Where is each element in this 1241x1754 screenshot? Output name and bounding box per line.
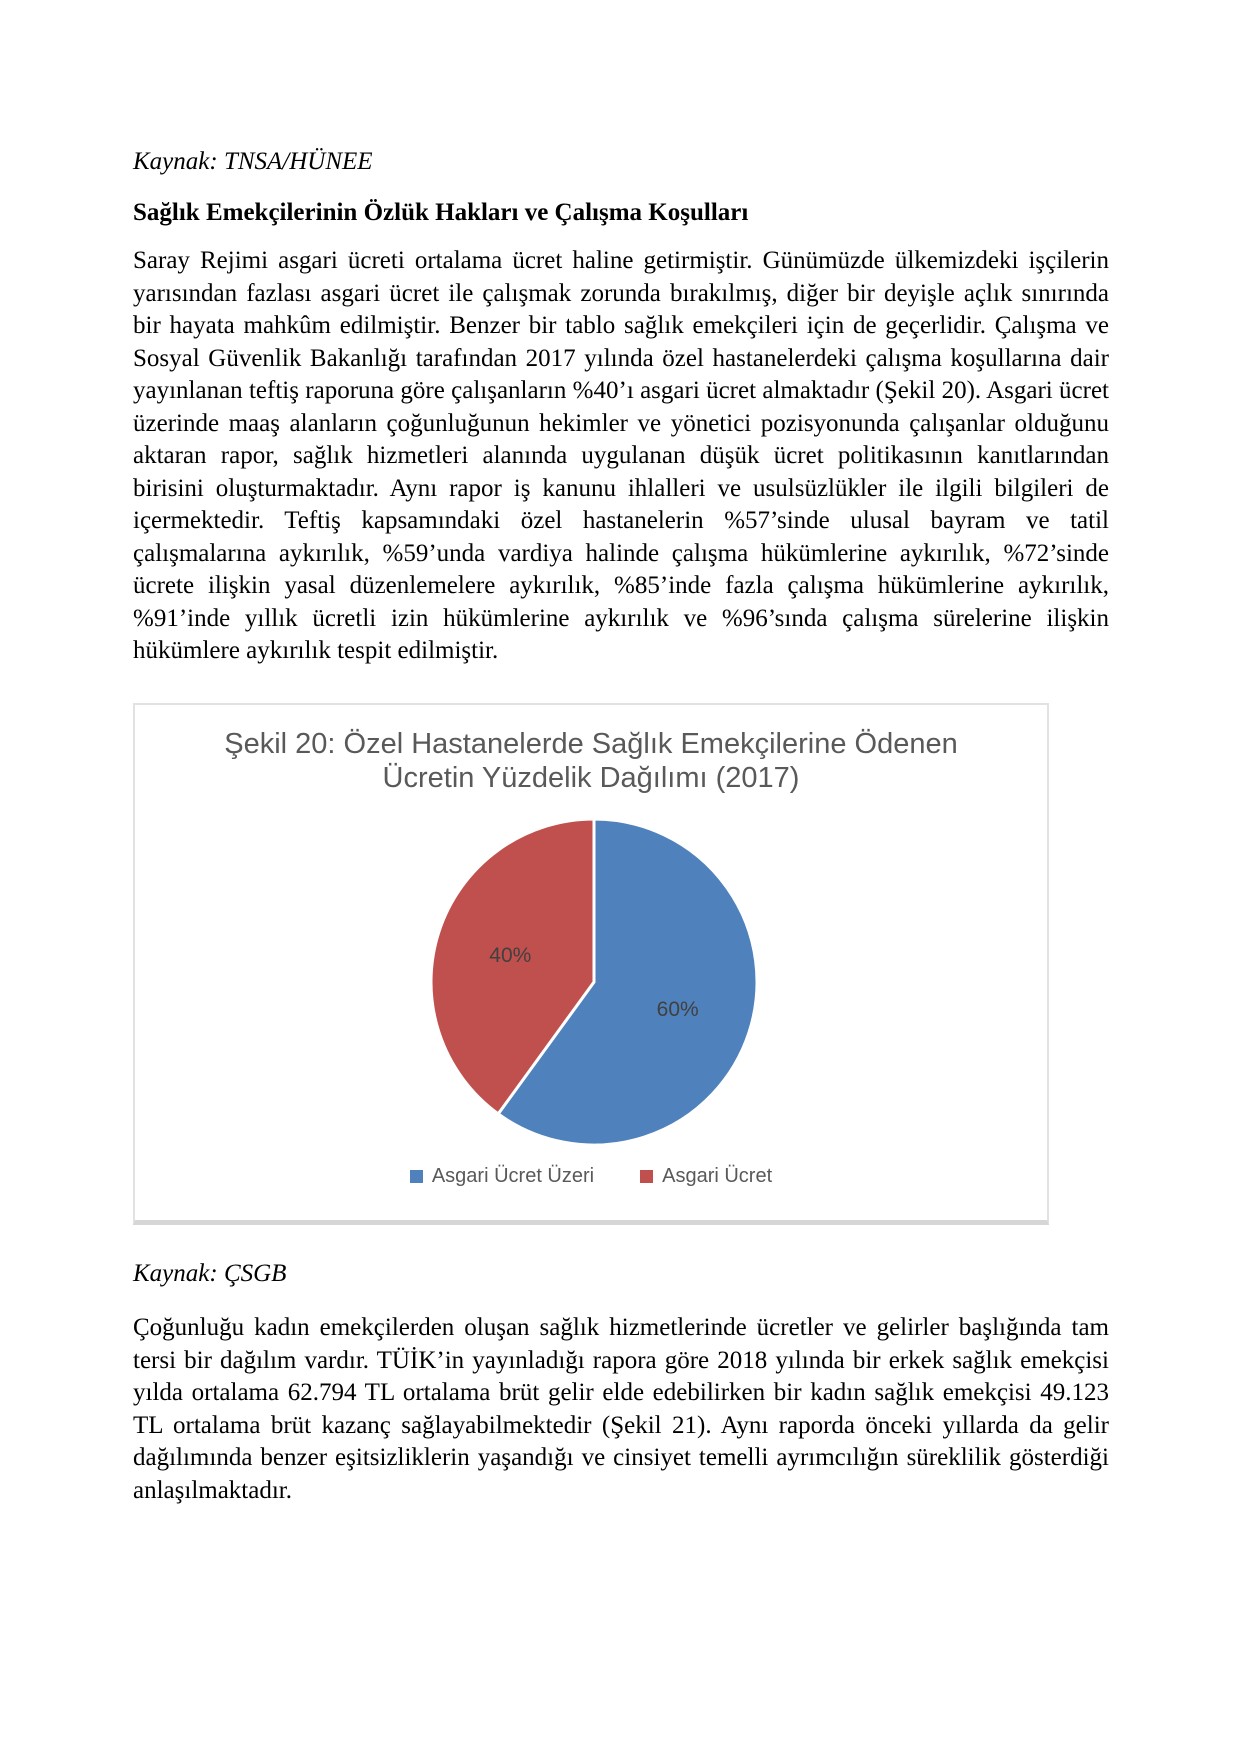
- paragraph-working-conditions: Saray Rejimi asgari ücreti ortalama ücret haline getirmiştir. Günümüzde ülkemizdeki işçilerin yarısından fazlası asgari ücret ile çalışmak zorunda bırakılmış, diğer bir deyişle açlık sınırında bir hayata mahkûm edilmiştir. Benzer bir tablo sağlık emekçileri için de geçerlidir. Çalışma ve Sosyal Güvenlik Bakanlığı tarafından 2017 yılında özel hastanelerdeki çalışma koşullarına dair yayınlanan teftiş raporuna göre çalışanların %40’ı asgari ücret almaktadır (Şekil 20). Asgari ücret üzerinde maaş alanların çoğunluğunun hekimler ve yönetici pozisyonunda çalışanlar olduğunu aktaran rapor, sağlık hizmetleri alanında uygulanan düşük ücret politikasının kanıtlarından birisini oluşturmaktadır. Aynı rapor iş kanunu ihlalleri ve usulsüzlükler ile ilgili bilgileri de içermektedir. Teftiş kapsamındaki özel hastanelerin %57’sinde ulusal bayram ve tatil çalışmalarına aykırılık, %59’unda vardiya halinde çalışma hükümlerine aykırılık, %72’sinde ücrete ilişkin yasal düzenlemelere aykırılık, %85’inde fazla çalışma hükümlerine aykırılık, %91’inde yıllık ücretli izin hükümlerine aykırılık ve %96’sında çalışma sürelerine ilişkin hükümlere aykırılık tespit edilmiştir.: [133, 247, 1109, 664]
- legend-item-asgari-ucret: [640, 1165, 772, 1188]
- chart-legend: [135, 1165, 1047, 1188]
- legend-swatch-blue: [410, 1170, 423, 1183]
- legend-label-asgari-ucret-uzeri: Asgari Ücret Üzeri: [431, 1165, 595, 1187]
- chart-title-line-2: Ücretin Yüzdelik Dağılımı (2017): [382, 762, 800, 794]
- pie-data-label-1: 40%: [489, 943, 532, 967]
- figure-sekil-20: [133, 703, 1049, 1225]
- paragraph-gender-gap: Çoğunluğu kadın emekçilerden oluşan sağlık hizmetlerinde ücretler ve gelirler başlığında tam tersi bir dağılım vardır. TÜİK’in yayınladığı rapora göre 2018 yılında bir erkek sağlık emekçisi yılda ortalama 62.794 TL ortalama brüt gelir elde edebilirken bir kadın sağlık emekçisi 49.123 TL ortalama brüt kazanç sağlayabilmektedir (Şekil 21). Aynı raporda önceki yıllarda da gelir dağılımında benzer eşitsizliklerin yaşandığı ve cinsiyet temelli ayrımcılığın süreklilik gösterdiği anlaşılmaktadır.: [133, 1314, 1109, 1504]
- legend-item-asgari-ucret-uzeri: [410, 1165, 594, 1188]
- pie-chart: [422, 810, 766, 1154]
- source-note-tnsa: Kaynak: TNSA/HÜNEE: [133, 148, 373, 175]
- pie-chart-area: [422, 810, 766, 1154]
- legend-label-asgari-ucret: Asgari Ücret: [662, 1165, 773, 1187]
- section-heading: Sağlık Emekçilerinin Özlük Hakları ve Çalışma Koşulları: [133, 199, 749, 226]
- legend-swatch-red: [640, 1170, 653, 1183]
- chart-title-line-1: Şekil 20: Özel Hastanelerde Sağlık Emekçilerine Ödenen: [224, 728, 958, 760]
- source-note-csgb: Kaynak: ÇSGB: [133, 1260, 287, 1287]
- chart-title: [135, 727, 1047, 795]
- pie-data-label-0: 60%: [656, 998, 699, 1022]
